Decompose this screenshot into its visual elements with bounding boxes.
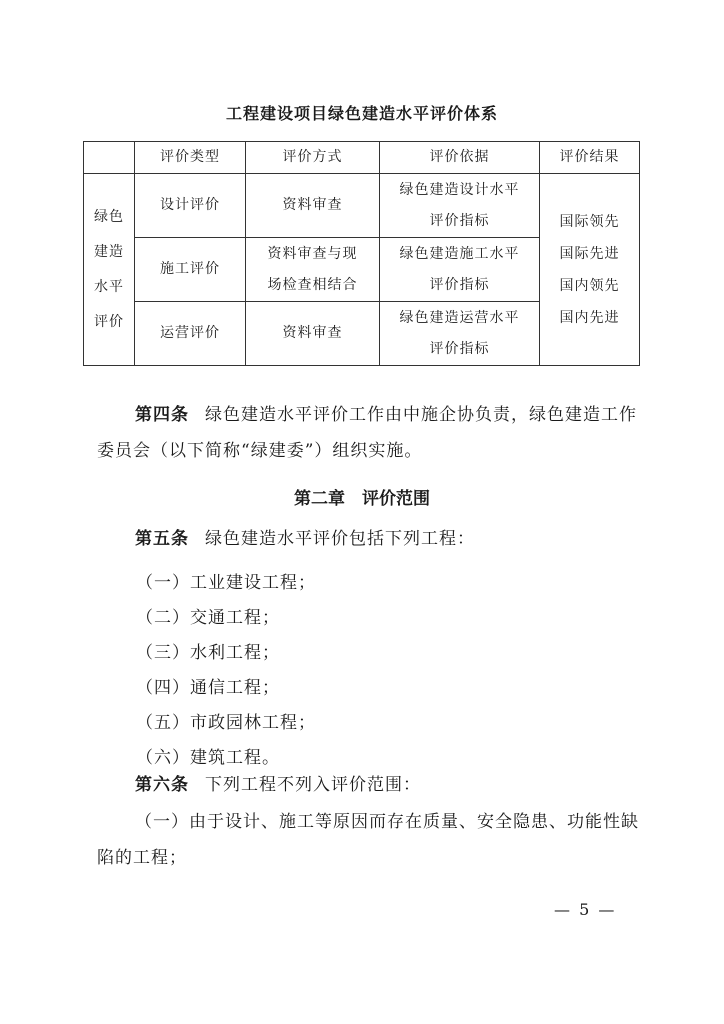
result-cell [540,174,640,366]
article-6-text: 下列工程不列入评价范围： [205,775,421,795]
basis-cell [380,302,540,366]
table-row [84,174,640,238]
basis-line: 绿色建造施工水平 [399,245,520,262]
basis-line: 绿色建造设计水平 [399,181,520,198]
table-title: 工程建设项目绿色建造水平评价体系 [225,104,498,123]
article-6-label: 第六条 [135,775,189,795]
chapter-heading: 第二章 评价范围 [294,489,430,509]
header-empty [84,142,135,174]
header-type: 评价类型 [135,142,246,174]
result-line: 国内先进 [559,309,620,326]
page-number: — 5 — [554,900,617,919]
category-line: 绿色 [94,208,124,225]
article-5-text: 绿色建造水平评价包括下列工程： [205,529,475,549]
category-line: 建造 [94,243,124,260]
list-item: （四）通信工程； [136,678,280,698]
type-cell: 设计评价 [135,174,246,238]
header-method: 评价方式 [246,142,380,174]
category-cell [84,174,135,366]
list-item: （三）水利工程； [136,643,280,663]
basis-cell [380,174,540,238]
category-line: 评价 [94,313,124,330]
type-cell: 运营评价 [135,302,246,366]
method-cell [246,238,380,302]
article-5-label: 第五条 [135,529,189,549]
list-item: （一）工业建设工程； [136,573,316,593]
result-line: 国际领先 [559,213,620,230]
article-4-text: 绿色建造水平评价工作由中施企协负责，绿色建造工作委员会（以下简称“绿建委”）组织实施。 [97,405,637,461]
table-header-row [84,142,640,174]
basis-line: 绿色建造运营水平 [399,309,520,326]
list-item: （二）交通工程； [136,608,280,628]
article-4-label: 第四条 [135,405,189,425]
method-cell: 资料审查 [246,302,380,366]
list-item: （六）建筑工程。 [136,748,280,768]
basis-line: 评价指标 [429,212,490,229]
article-4 [97,397,642,469]
method-line: 资料审查与现 [267,245,358,262]
basis-line: 评价指标 [429,340,490,357]
header-basis: 评价依据 [380,142,540,174]
basis-line: 评价指标 [429,276,490,293]
result-line: 国际先进 [559,245,620,262]
article-6 [97,767,642,803]
type-cell: 施工评价 [135,238,246,302]
basis-cell [380,238,540,302]
method-line: 场检查相结合 [267,276,358,293]
evaluation-system-table [83,141,640,366]
category-line: 水平 [94,278,124,295]
result-line: 国内领先 [559,277,620,294]
article-6-item-1: （一）由于设计、施工等原因而存在质量、安全隐患、功能性缺陷的工程； [97,812,639,868]
method-cell: 资料审查 [246,174,380,238]
list-item: （五）市政园林工程； [136,713,316,733]
article-5 [97,521,642,557]
header-result: 评价结果 [540,142,640,174]
